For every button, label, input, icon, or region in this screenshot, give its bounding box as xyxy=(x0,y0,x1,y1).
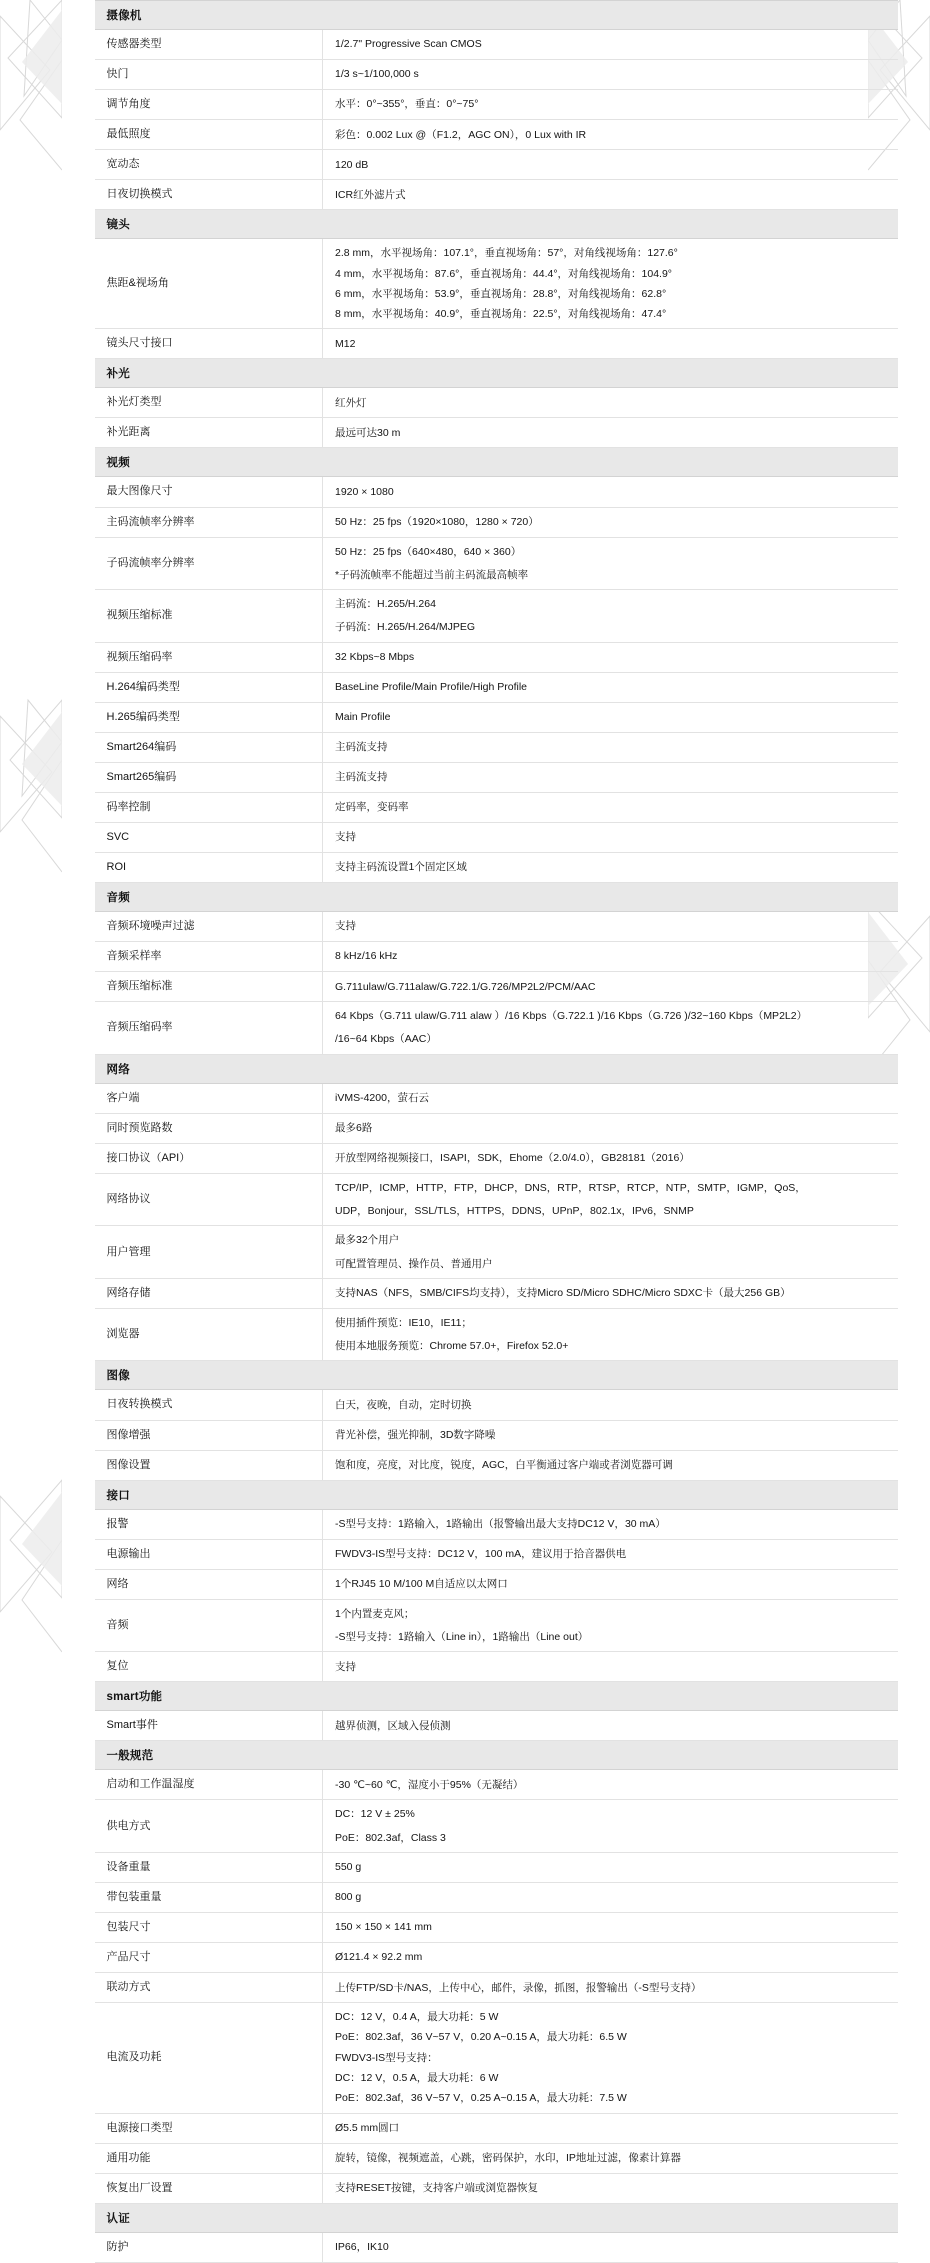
spec-value-line: /16~64 Kbps（AAC） xyxy=(335,1033,437,1046)
spec-value-line: 1920 × 1080 xyxy=(335,485,394,498)
spec-value xyxy=(323,642,898,672)
section-title: 视频 xyxy=(95,448,898,477)
section-title: smart功能 xyxy=(95,1682,898,1711)
spec-row xyxy=(95,1083,898,1113)
spec-value xyxy=(323,672,898,702)
spec-row xyxy=(95,1173,898,1226)
spec-value-line: 1个内置麦克风； xyxy=(335,1607,415,1620)
spec-row xyxy=(95,1943,898,1973)
spec-row xyxy=(95,1800,898,1853)
spec-value-line: 主码流支持 xyxy=(335,771,388,784)
spec-key: 同时预览路数 xyxy=(95,1113,323,1143)
spec-value-line: TCP/IP，ICMP，HTTP，FTP，DHCP，DNS，RTP，RTSP，RTCP，NTP，SMTP，IGMP，QoS， xyxy=(335,1181,806,1194)
spec-row xyxy=(95,537,898,590)
spec-key: 启动和工作温湿度 xyxy=(95,1770,323,1800)
spec-key: 设备重量 xyxy=(95,1852,323,1882)
spec-value-line: BaseLine Profile/Main Profile/High Profile xyxy=(335,681,528,694)
spec-key: 复位 xyxy=(95,1652,323,1682)
spec-value-line: 上传FTP/SD卡/NAS，上传中心，邮件，录像，抓图，报警输出（-S型号支持） xyxy=(335,1981,702,1994)
spec-value xyxy=(323,1599,898,1652)
spec-value-line: -S型号支持：1路输入，1路输出（报警输出最大支持DC12 V，30 mA） xyxy=(335,1518,666,1530)
spec-row xyxy=(95,1002,898,1055)
spec-value-line: 32 Kbps~8 Mbps xyxy=(335,651,415,664)
spec-key: 电流及功耗 xyxy=(95,2003,323,2113)
spec-row xyxy=(95,672,898,702)
spec-row xyxy=(95,60,898,90)
spec-row xyxy=(95,1278,898,1308)
spec-value-line: *子码流帧率不能超过当前主码流最高帧率 xyxy=(335,568,529,581)
spec-row xyxy=(95,1652,898,1682)
spec-value xyxy=(323,239,898,329)
spec-row xyxy=(95,1852,898,1882)
spec-value-line: 开放型网络视频接口，ISAPI，SDK，Ehome（2.0/4.0），GB28181（2016） xyxy=(335,1152,690,1165)
spec-row xyxy=(95,732,898,762)
spec-row xyxy=(95,1770,898,1800)
spec-key: 网络协议 xyxy=(95,1173,323,1226)
spec-value-line: 1个RJ45 10 M/100 M自适应以太网口 xyxy=(335,1578,508,1591)
spec-key: 电源输出 xyxy=(95,1539,323,1569)
spec-value xyxy=(323,1883,898,1913)
spec-value xyxy=(323,1569,898,1599)
spec-value xyxy=(323,1420,898,1450)
spec-row xyxy=(95,792,898,822)
spec-key: 联动方式 xyxy=(95,1973,323,2003)
spec-value-line: 白天，夜晚，自动，定时切换 xyxy=(335,1398,472,1411)
spec-value-line: 4 mm，水平视场角：87.6°，垂直视场角：44.4°，对角线视场角：104.9° xyxy=(335,267,672,280)
spec-value-line: 水平：0°~355°，垂直：0°~75° xyxy=(335,98,479,111)
spec-row xyxy=(95,180,898,210)
spec-row xyxy=(95,702,898,732)
section-title: 摄像机 xyxy=(95,1,898,30)
spec-value-line: 越界侦测，区域入侵侦测 xyxy=(335,1719,451,1732)
spec-key: 防护 xyxy=(95,2232,323,2262)
spec-row xyxy=(95,418,898,448)
spec-row xyxy=(95,1308,898,1361)
spec-row xyxy=(95,1226,898,1279)
spec-row xyxy=(95,590,898,643)
spec-row xyxy=(95,2232,898,2262)
spec-value xyxy=(323,150,898,180)
spec-key: 供电方式 xyxy=(95,1800,323,1853)
spec-value xyxy=(323,2113,898,2143)
spec-table xyxy=(95,0,898,2263)
spec-value xyxy=(323,90,898,120)
spec-value-line: 150 × 150 × 141 mm xyxy=(335,1921,432,1934)
spec-value-line: 8 kHz/16 kHz xyxy=(335,950,398,963)
section-title: 认证 xyxy=(95,2203,898,2232)
spec-value-line: 1/2.7" Progressive Scan CMOS xyxy=(335,38,482,51)
spec-value xyxy=(323,507,898,537)
spec-row xyxy=(95,2113,898,2143)
spec-key: 日夜转换模式 xyxy=(95,1390,323,1420)
spec-value xyxy=(323,1913,898,1943)
spec-key: 客户端 xyxy=(95,1083,323,1113)
spec-value xyxy=(323,1226,898,1279)
spec-key: 视频压缩标准 xyxy=(95,590,323,643)
spec-row xyxy=(95,30,898,60)
section-header-row xyxy=(95,2203,898,2232)
spec-row xyxy=(95,2003,898,2113)
spec-value xyxy=(323,1143,898,1173)
spec-row xyxy=(95,1113,898,1143)
spec-key: H.264编码类型 xyxy=(95,672,323,702)
spec-value xyxy=(323,1539,898,1569)
spec-value xyxy=(323,1711,898,1741)
spec-value xyxy=(323,702,898,732)
spec-value-line: M12 xyxy=(335,337,356,350)
spec-value xyxy=(323,180,898,210)
spec-value-line: DC：12 V，0.5 A，最大功耗：6 W xyxy=(335,2071,499,2084)
spec-value-line: 2.8 mm，水平视场角：107.1°，垂直视场角：57°，对角线视场角：127.6° xyxy=(335,247,678,260)
spec-value xyxy=(323,1083,898,1113)
spec-value xyxy=(323,329,898,359)
spec-row xyxy=(95,1883,898,1913)
spec-value-line: 1/3 s~1/100,000 s xyxy=(335,68,419,81)
spec-value-line: 使用本地服务预览：Chrome 57.0+，Firefox 52.0+ xyxy=(335,1340,569,1353)
spec-value xyxy=(323,1278,898,1308)
spec-value-line: iVMS-4200，萤石云 xyxy=(335,1092,429,1105)
spec-value-line: FWDV3-IS型号支持： xyxy=(335,2051,438,2064)
spec-row xyxy=(95,1390,898,1420)
spec-row xyxy=(95,1913,898,1943)
spec-key: 调节角度 xyxy=(95,90,323,120)
spec-value-line: -30 ℃~60 ℃，湿度小于95%（无凝结） xyxy=(335,1778,524,1791)
spec-value-line: 红外灯 xyxy=(335,396,367,409)
spec-value xyxy=(323,537,898,590)
spec-value-line: 50 Hz：25 fps（640×480，640 × 360） xyxy=(335,545,522,558)
spec-key: 恢复出厂设置 xyxy=(95,2173,323,2203)
spec-key: 子码流帧率分辨率 xyxy=(95,537,323,590)
spec-key: ROI xyxy=(95,852,323,882)
spec-value-line: 最多32个用户 xyxy=(335,1234,400,1247)
spec-value-line: 支持 xyxy=(335,920,356,933)
spec-row xyxy=(95,762,898,792)
spec-key: Smart事件 xyxy=(95,1711,323,1741)
spec-value-line: 最远可达30 m xyxy=(335,426,401,439)
spec-row xyxy=(95,329,898,359)
spec-row xyxy=(95,1539,898,1569)
section-header-row xyxy=(95,359,898,388)
spec-key: 最低照度 xyxy=(95,120,323,150)
spec-value-line: 彩色：0.002 Lux @（F1.2，AGC ON），0 Lux with IR xyxy=(335,128,587,141)
spec-key: 视频压缩码率 xyxy=(95,642,323,672)
spec-key: 宽动态 xyxy=(95,150,323,180)
spec-row xyxy=(95,1569,898,1599)
spec-row xyxy=(95,1973,898,2003)
spec-value-line: PoE：802.3af，Class 3 xyxy=(335,1831,446,1844)
section-header-row xyxy=(95,883,898,912)
spec-key: 音频 xyxy=(95,1599,323,1652)
section-title: 补光 xyxy=(95,359,898,388)
spec-value-line: 背光补偿，强光抑制，3D数字降噪 xyxy=(335,1428,496,1441)
spec-value-line: 120 dB xyxy=(335,158,369,171)
spec-value-line: 支持 xyxy=(335,831,356,844)
spec-row xyxy=(95,388,898,418)
spec-row xyxy=(95,1509,898,1539)
section-header-row xyxy=(95,448,898,477)
spec-value xyxy=(323,822,898,852)
spec-value-line: DC：12 V ± 25% xyxy=(335,1808,415,1821)
spec-value xyxy=(323,2003,898,2113)
spec-key: 音频环境噪声过滤 xyxy=(95,912,323,942)
spec-key: 音频压缩标准 xyxy=(95,972,323,1002)
spec-value xyxy=(323,1800,898,1853)
spec-value-line: PoE：802.3af，36 V~57 V，0.25 A~0.15 A，最大功耗：7.5 W xyxy=(335,2092,627,2105)
spec-value xyxy=(323,1943,898,1973)
spec-row xyxy=(95,642,898,672)
spec-value-line: G.711ulaw/G.711alaw/G.722.1/G.726/MP2L2/PCM/AAC xyxy=(335,980,596,993)
spec-row xyxy=(95,1420,898,1450)
spec-key: 报警 xyxy=(95,1509,323,1539)
spec-row xyxy=(95,1450,898,1480)
spec-value xyxy=(323,1652,898,1682)
spec-sheet xyxy=(33,0,898,2263)
spec-value xyxy=(323,1002,898,1055)
spec-value-line: 子码流：H.265/H.264/MJPEG xyxy=(335,621,476,634)
spec-value-line: Ø121.4 × 92.2 mm xyxy=(335,1951,423,1964)
section-title: 一般规范 xyxy=(95,1741,898,1770)
spec-value xyxy=(323,477,898,507)
spec-key: 音频压缩码率 xyxy=(95,1002,323,1055)
section-header-row xyxy=(95,1480,898,1509)
section-header-row xyxy=(95,210,898,239)
spec-value-line: 饱和度，亮度，对比度，锐度，AGC，白平衡通过客户端或者浏览器可调 xyxy=(335,1458,673,1471)
spec-key: 浏览器 xyxy=(95,1308,323,1361)
spec-value xyxy=(323,1852,898,1882)
spec-value-line: IP66，IK10 xyxy=(335,2241,389,2254)
spec-value xyxy=(323,942,898,972)
spec-row xyxy=(95,972,898,1002)
section-title: 接口 xyxy=(95,1480,898,1509)
spec-value-line: 使用插件预览：IE10，IE11； xyxy=(335,1316,472,1329)
spec-row xyxy=(95,852,898,882)
spec-value xyxy=(323,388,898,418)
spec-value-line: Ø5.5 mm圆口 xyxy=(335,2121,400,2134)
spec-value-line: 支持 xyxy=(335,1660,356,1673)
spec-key: 补光距离 xyxy=(95,418,323,448)
spec-key: 网络 xyxy=(95,1569,323,1599)
spec-value xyxy=(323,418,898,448)
spec-row xyxy=(95,239,898,329)
spec-value-line: 6 mm，水平视场角：53.9°，垂直视场角：28.8°，对角线视场角：62.8° xyxy=(335,287,667,300)
spec-key: 包装尺寸 xyxy=(95,1913,323,1943)
section-title: 网络 xyxy=(95,1054,898,1083)
spec-key: 用户管理 xyxy=(95,1226,323,1279)
spec-value xyxy=(323,972,898,1002)
spec-row xyxy=(95,1599,898,1652)
spec-row xyxy=(95,912,898,942)
spec-value-line: 支持主码流设置1个固定区域 xyxy=(335,861,467,874)
spec-value xyxy=(323,1450,898,1480)
spec-value xyxy=(323,1973,898,2003)
spec-value xyxy=(323,792,898,822)
spec-value xyxy=(323,2232,898,2262)
spec-key: 产品尺寸 xyxy=(95,1943,323,1973)
spec-row xyxy=(95,120,898,150)
spec-value xyxy=(323,1173,898,1226)
spec-value-line: 800 g xyxy=(335,1891,362,1904)
spec-key: 码率控制 xyxy=(95,792,323,822)
spec-value xyxy=(323,2143,898,2173)
spec-row xyxy=(95,942,898,972)
spec-value-line: FWDV3-IS型号支持：DC12 V，100 mA，建议用于拾音器供电 xyxy=(335,1548,627,1561)
spec-value-line: 定码率，变码率 xyxy=(335,801,409,814)
spec-value-line: UDP，Bonjour，SSL/TLS，HTTPS，DDNS，UPnP，802.1x，IPv6，SNMP xyxy=(335,1205,694,1218)
spec-key: 网络存储 xyxy=(95,1278,323,1308)
spec-value xyxy=(323,1308,898,1361)
spec-value xyxy=(323,852,898,882)
spec-value xyxy=(323,1113,898,1143)
spec-value-line: 主码流：H.265/H.264 xyxy=(335,598,436,611)
spec-key: Smart264编码 xyxy=(95,732,323,762)
section-header-row xyxy=(95,1741,898,1770)
spec-key: 日夜切换模式 xyxy=(95,180,323,210)
section-header-row xyxy=(95,1361,898,1390)
spec-row xyxy=(95,1143,898,1173)
spec-value-line: 可配置管理员、操作员、普通用户 xyxy=(335,1257,493,1270)
spec-key: 最大图像尺寸 xyxy=(95,477,323,507)
spec-key: 图像设置 xyxy=(95,1450,323,1480)
section-header-row xyxy=(95,1054,898,1083)
spec-value-line: Main Profile xyxy=(335,711,391,724)
spec-key: 图像增强 xyxy=(95,1420,323,1450)
spec-value xyxy=(323,1770,898,1800)
spec-value xyxy=(323,590,898,643)
spec-value-line: ICR红外滤片式 xyxy=(335,188,406,201)
spec-value-line: -S型号支持：1路输入（Line in），1路输出（Line out） xyxy=(335,1631,589,1644)
spec-row xyxy=(95,477,898,507)
spec-value xyxy=(323,60,898,90)
section-header-row xyxy=(95,1682,898,1711)
spec-value xyxy=(323,912,898,942)
section-title: 镜头 xyxy=(95,210,898,239)
spec-key: 音频采样率 xyxy=(95,942,323,972)
spec-row xyxy=(95,1711,898,1741)
spec-row xyxy=(95,90,898,120)
spec-row xyxy=(95,2173,898,2203)
spec-key: 补光灯类型 xyxy=(95,388,323,418)
spec-value-line: 主码流支持 xyxy=(335,741,388,754)
section-header-row xyxy=(95,1,898,30)
spec-key: SVC xyxy=(95,822,323,852)
spec-row xyxy=(95,150,898,180)
spec-value-line: 旋转，镜像，视频遮盖，心跳，密码保护，水印，IP地址过滤，像素计算器 xyxy=(335,2151,681,2164)
spec-value-line: DC：12 V，0.4 A，最大功耗：5 W xyxy=(335,2011,499,2024)
section-title: 图像 xyxy=(95,1361,898,1390)
spec-value xyxy=(323,120,898,150)
spec-key: 带包装重量 xyxy=(95,1883,323,1913)
spec-value-line: 支持NAS（NFS，SMB/CIFS均支持），支持Micro SD/Micro SDHC/Micro SDXC卡（最大256 GB） xyxy=(335,1287,791,1300)
spec-row xyxy=(95,822,898,852)
spec-key: 传感器类型 xyxy=(95,30,323,60)
spec-value-line: 8 mm，水平视场角：40.9°，垂直视场角：22.5°，对角线视场角：47.4° xyxy=(335,308,667,321)
spec-value xyxy=(323,732,898,762)
spec-key: H.265编码类型 xyxy=(95,702,323,732)
spec-value-line: 50 Hz：25 fps（1920×1080，1280 × 720） xyxy=(335,515,539,528)
spec-value xyxy=(323,1390,898,1420)
spec-key: 主码流帧率分辨率 xyxy=(95,507,323,537)
spec-value xyxy=(323,1509,898,1539)
spec-key: 电源接口类型 xyxy=(95,2113,323,2143)
spec-key: 通用功能 xyxy=(95,2143,323,2173)
spec-value xyxy=(323,2173,898,2203)
spec-key: 镜头尺寸接口 xyxy=(95,329,323,359)
spec-value-line: PoE：802.3af，36 V~57 V，0.20 A~0.15 A，最大功耗：6.5 W xyxy=(335,2031,627,2044)
spec-value-line: 550 g xyxy=(335,1861,362,1874)
spec-value-line: 64 Kbps（G.711 ulaw/G.711 alaw ）/16 Kbps（G.722.1 )/16 Kbps（G.726 )/32~160 Kbps（MP2L2） xyxy=(335,1010,808,1023)
spec-key: 接口协议（API） xyxy=(95,1143,323,1173)
spec-key: 焦距&视场角 xyxy=(95,239,323,329)
spec-value xyxy=(323,762,898,792)
spec-value-line: 支持RESET按键，支持客户端或浏览器恢复 xyxy=(335,2182,539,2194)
spec-value xyxy=(323,30,898,60)
spec-value-line: 最多6路 xyxy=(335,1122,373,1135)
spec-key: Smart265编码 xyxy=(95,762,323,792)
section-title: 音频 xyxy=(95,883,898,912)
spec-row xyxy=(95,507,898,537)
spec-key: 快门 xyxy=(95,60,323,90)
spec-row xyxy=(95,2143,898,2173)
